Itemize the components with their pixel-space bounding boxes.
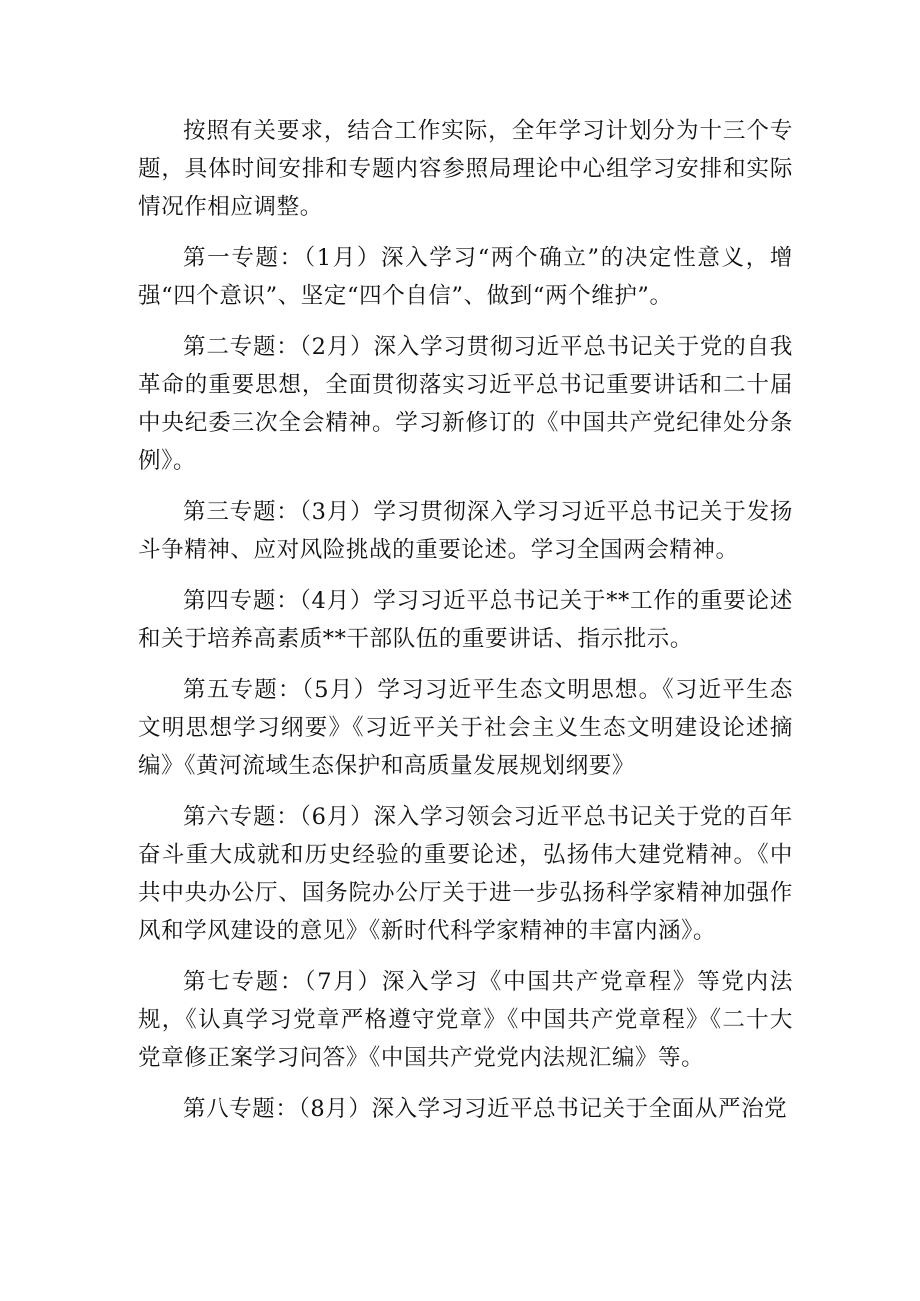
topic-6-paragraph: 第六专题：（6月）深入学习领会习近平总书记关于党的百年奋斗重大成就和历史经验的重要论述，弘扬伟大建党精神。《中共中央办公厅、国务院办公厅关于进一步弘扬科学家精神加强作风和学风建设的意见》《新时代科学家精神的丰富内涵》。: [138, 804, 793, 944]
intro-paragraph: 按照有关要求，结合工作实际，全年学习计划分为十三个专题，具体时间安排和专题内容参照局理论中心组学习安排和实际情况作相应调整。: [138, 118, 793, 220]
topic-4-paragraph: 第四专题：（4月）学习习近平总书记关于**工作的重要论述和关于培养高素质**干部队伍的重要讲话、指示批示。: [138, 588, 793, 652]
topic-3-paragraph: 第三专题：（3月）学习贯彻深入学习习近平总书记关于发扬斗争精神、应对风险挑战的重要论述。学习全国两会精神。: [138, 499, 793, 563]
topic-1-paragraph: 第一专题：（1月）深入学习“两个确立”的决定性意义，增强“四个意识”、坚定“四个自信”、做到“两个维护”。: [138, 245, 793, 309]
document-body: [138, 112, 793, 1141]
topic-2-paragraph: 第二专题：（2月）深入学习贯彻习近平总书记关于党的自我革命的重要思想，全面贯彻落实习近平总书记重要讲话和二十届中央纪委三次全会精神。学习新修订的《中国共产党纪律处分条例》。: [138, 334, 793, 474]
topic-5-paragraph: 第五专题：（5月）学习习近平生态文明思想。《习近平生态文明思想学习纲要》《习近平关于社会主义生态文明建设论述摘编》《黄河流域生态保护和高质量发展规划纲要》: [138, 677, 793, 779]
topic-8-paragraph: 第八专题：（8月）深入学习习近平总书记关于全面从严治党: [183, 1096, 788, 1122]
topic-7-paragraph: 第七专题：（7月）深入学习《中国共产党章程》等党内法规，《认真学习党章严格遵守党章》《中国共产党章程》《二十大党章修正案学习问答》《中国共产党党内法规汇编》等。: [138, 969, 793, 1071]
